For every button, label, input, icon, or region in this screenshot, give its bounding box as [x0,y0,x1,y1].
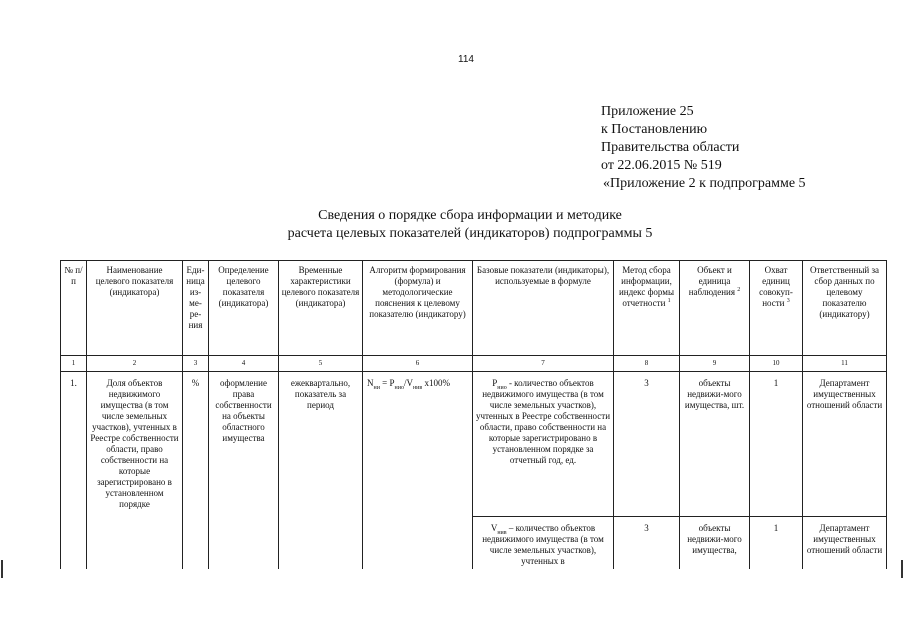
column-number: 4 [209,356,279,372]
page-number: 114 [458,54,474,65]
annex-line: Правительства области [601,140,740,155]
column-number: 9 [680,356,750,372]
definition-cell: оформление права собственности на объекты областного имущества [209,372,279,570]
header-cell: Определение целевого показателя (индикатора) [209,261,279,356]
header-cell: Базовые показатели (индикаторы), используемые в формуле [473,261,614,356]
annex-line: Приложение 25 [601,104,694,119]
scan-edge-mark-left [1,560,3,578]
coverage-cell: 1 [750,372,803,517]
object-cell: объекты недвижи-мого имущества, [680,517,750,570]
indicator-name: Доля объектов недвижимого имущества (в том числе земельных участков), учтенных в Реестре собственности области, право собственности на которые зарегистрировано в установленном порядке [87,372,183,570]
responsible-cell: Департамент имущественных отношений области [803,372,887,517]
row-number: 1. [61,372,87,570]
method-cell: 3 [614,517,680,570]
annex-line: к Постановлению [601,122,708,137]
header-cell: Еди-ница из-ме-ре-ния [183,261,209,356]
column-number: 3 [183,356,209,372]
header-cell: Ответственный за сбор данных по целевому показателю (индикатору) [803,261,887,356]
header-cell: Объект и единица наблюдения $^2$ [680,261,750,356]
header-cell: Наименование целевого показателя (индикатора) [87,261,183,356]
annex-block [601,103,806,193]
unit-cell: % [183,372,209,570]
scan-edge-mark-right [901,560,903,578]
title-line: Сведения о порядке сбора информации и методике [318,208,622,223]
column-number: 2 [87,356,183,372]
column-number: 6 [363,356,473,372]
base-indicator-cell: $P_{нио}$ - количество объектов недвижимого имущества (в том числе земельных участков), учтенных в Реестре собственности области, право собственности на которые зарегистрировано в установленном порядке за отчетный год, ед. [473,372,614,517]
table-header-row [61,261,887,356]
title-line: расчета целевых показателей (индикаторов) подпрограммы 5 [287,226,653,241]
timing-cell: ежеквартально, показатель за период [279,372,363,570]
header-cell: Временные характеристики целевого показателя (индикатора) [279,261,363,356]
header-cell: Алгоритм формирования (формула) и методологические пояснения к целевому показателю (индикатору) [363,261,473,356]
formula-cell: $N_{ни} = P_{нио}/V_{нив}$ x100% [363,372,473,570]
column-number: 7 [473,356,614,372]
coverage-cell: 1 [750,517,803,570]
header-cell: Охват единиц совокуп-ности $^3$ [750,261,803,356]
annex-line: «Приложение 2 к подпрограмме 5 [603,176,806,191]
document-title [200,207,740,243]
object-cell: объекты недвижи-мого имущества, шт. [680,372,750,517]
responsible-cell: Департамент имущественных отношений области [803,517,887,570]
header-cell: Метод сбора информации, индекс формы отчетности $^1$ [614,261,680,356]
column-number: 11 [803,356,887,372]
column-number: 8 [614,356,680,372]
table-row [61,372,887,517]
annex-line: от 22.06.2015 № 519 [601,158,722,173]
base-indicator-cell: $V_{нив}$ – количество объектов недвижимого имущества (в том числе земельных участков), учтенных в [473,517,614,570]
indicators-table [60,260,887,569]
column-number: 10 [750,356,803,372]
column-number: 1 [61,356,87,372]
method-cell: 3 [614,372,680,517]
header-cell: № п/п [61,261,87,356]
column-number-row [61,356,887,372]
column-number: 5 [279,356,363,372]
